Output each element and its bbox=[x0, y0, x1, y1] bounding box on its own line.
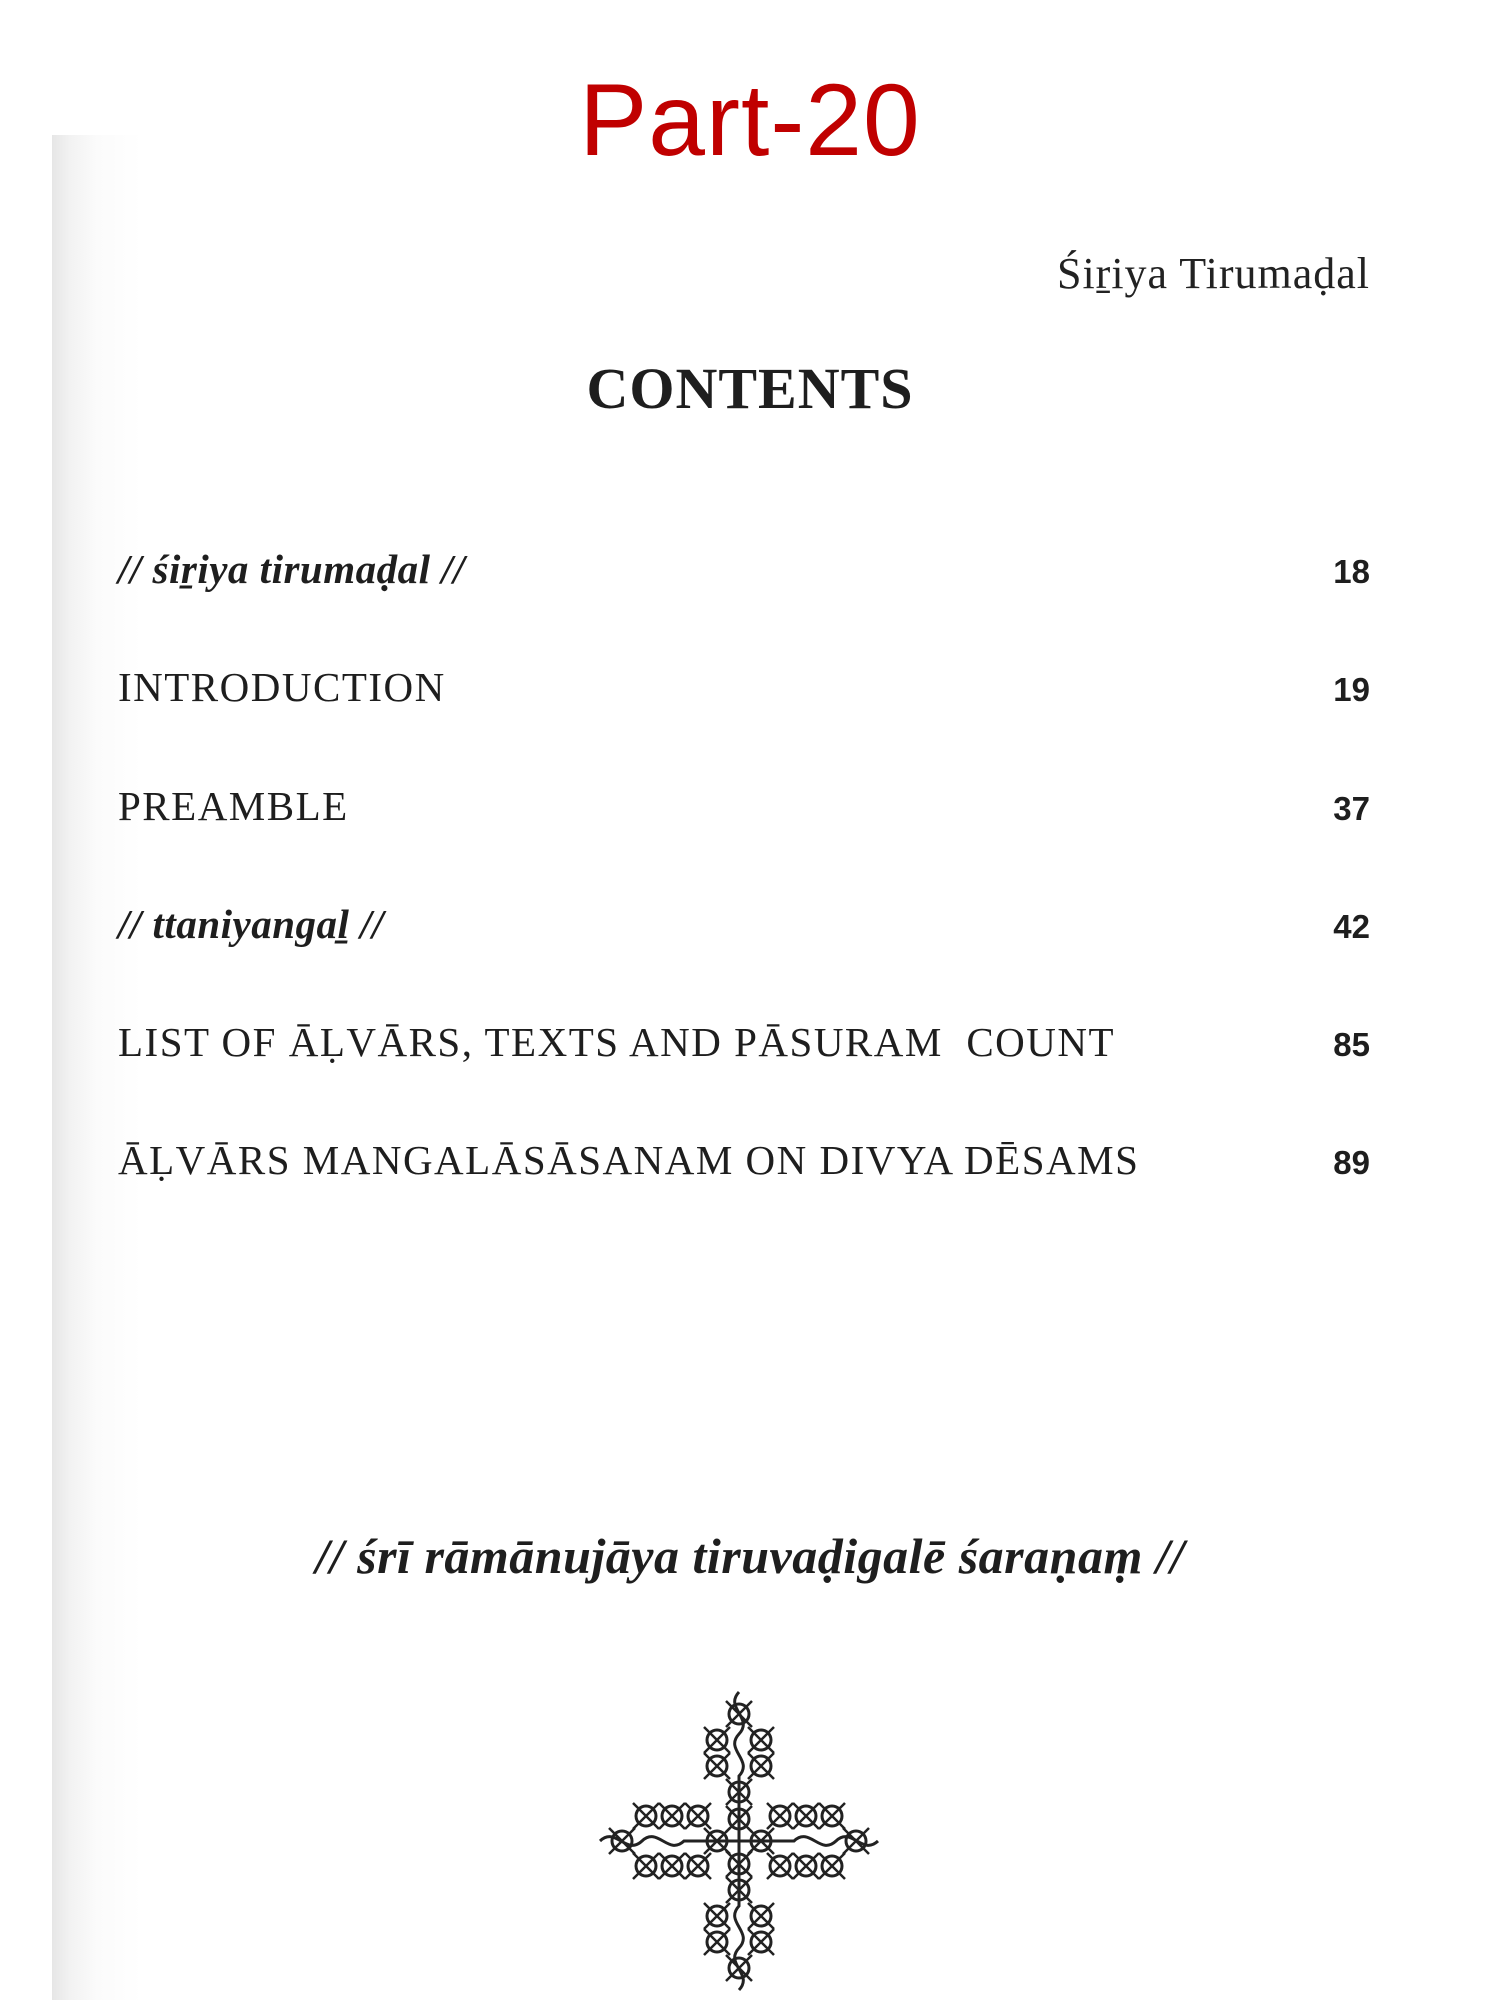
toc-entry bbox=[118, 663, 1370, 711]
toc-entry bbox=[118, 1018, 1370, 1066]
toc-entry-title: ĀḶVĀRS MANGALĀSĀSANAM ON DIVYA DĒSAMS bbox=[118, 1137, 1140, 1183]
toc-entry-title: INTRODUCTION bbox=[118, 664, 446, 710]
part-label: Part-20 bbox=[579, 63, 921, 177]
toc-entry-page: 42 bbox=[1333, 908, 1370, 945]
toc-entry bbox=[118, 1136, 1370, 1184]
toc-entry-page: 37 bbox=[1333, 790, 1370, 827]
toc-entry bbox=[118, 900, 1370, 948]
toc-entry-title: // ttaniyangaḻ // bbox=[118, 901, 384, 947]
toc-entry-page: 19 bbox=[1333, 671, 1370, 708]
contents-heading: CONTENTS bbox=[586, 356, 914, 421]
invocation-line: // śrī rāmānujāya tiruvaḍigalē śaraṇaṃ // bbox=[315, 1528, 1185, 1584]
toc-entry-page: 18 bbox=[1333, 553, 1370, 590]
toc-entry-title: PREAMBLE bbox=[118, 783, 349, 829]
toc-entry bbox=[118, 782, 1370, 830]
toc-entry-title: // śiṟiya tirumaḍal // bbox=[118, 546, 466, 592]
toc-entry-page: 85 bbox=[1333, 1026, 1370, 1063]
running-head: Śiṟiya Tirumaḍal bbox=[1056, 249, 1370, 298]
kolam-ornament-icon bbox=[596, 1688, 882, 1994]
toc-entry-page: 89 bbox=[1333, 1144, 1370, 1181]
toc-entry-title: LIST OF ĀḶVĀRS, TEXTS AND PĀSURAM COUNT bbox=[118, 1019, 1116, 1065]
toc-entry bbox=[118, 545, 1370, 593]
